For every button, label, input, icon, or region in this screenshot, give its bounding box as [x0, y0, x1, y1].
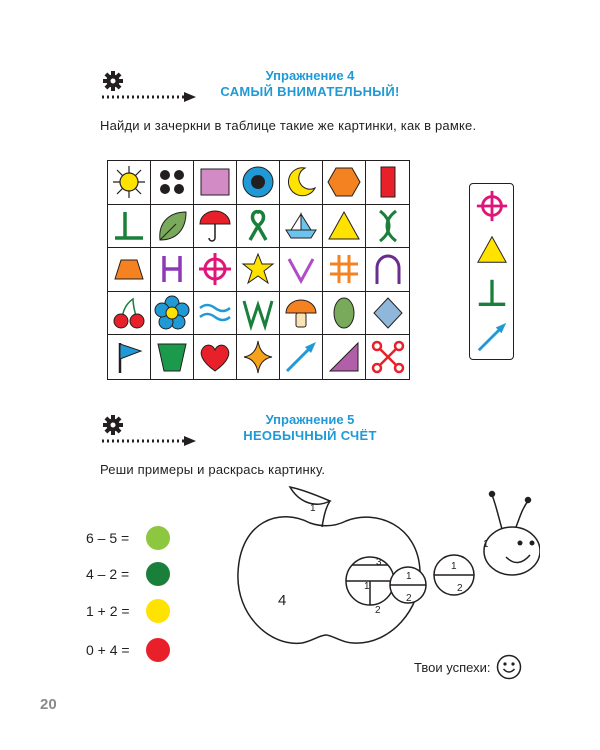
color-dot: [146, 638, 170, 662]
green-w-letter-icon[interactable]: [237, 292, 280, 336]
four-dots-icon[interactable]: [151, 161, 194, 205]
green-ribbon-icon[interactable]: [237, 205, 280, 249]
purple-arch-icon[interactable]: [366, 248, 409, 292]
segment-right-top-number: 1: [451, 561, 457, 572]
red-x-circles-icon[interactable]: [366, 335, 409, 379]
success-label: Твои успехи:: [414, 659, 491, 675]
umbrella-icon[interactable]: [194, 205, 237, 249]
blue-diamond-icon[interactable]: [366, 292, 409, 336]
exercise-5-label: Упражнение 5: [265, 412, 355, 427]
blue-arrow-icon[interactable]: [280, 335, 323, 379]
exercise-4-marker: [100, 70, 200, 104]
green-x-symbol-icon[interactable]: [366, 205, 409, 249]
green-t-symbol-icon: [475, 276, 509, 310]
segment-left-number: 1: [364, 581, 370, 592]
equation-row: [86, 599, 170, 623]
magenta-crosshair-icon[interactable]: [194, 248, 237, 292]
reference-frame: [469, 183, 514, 360]
segment-bottom-number: 2: [375, 605, 381, 616]
exercise-5-heading: [190, 412, 430, 444]
purple-v-letter-icon[interactable]: [280, 248, 323, 292]
yellow-star-icon[interactable]: [237, 248, 280, 292]
exercise-4-label: Упражнение 4: [265, 68, 355, 83]
leaf-number: 1: [310, 503, 316, 514]
color-dot: [146, 526, 170, 550]
page-number: 20: [40, 696, 57, 713]
head-number: 1: [483, 539, 489, 550]
pink-square-icon[interactable]: [194, 161, 237, 205]
equation-text: 0 + 4 =: [86, 642, 130, 658]
yellow-triangle-icon[interactable]: [323, 205, 366, 249]
paper-boat-icon[interactable]: [280, 205, 323, 249]
cherries-icon[interactable]: [108, 292, 151, 336]
purple-h-letter-icon[interactable]: [151, 248, 194, 292]
exercise-5-marker: [100, 414, 200, 448]
dotted-arrow-icon: [102, 436, 196, 446]
apple-number: 4: [278, 592, 287, 609]
equation-text: 6 – 5 =: [86, 530, 130, 546]
green-bucket-icon[interactable]: [151, 335, 194, 379]
target-circle-icon[interactable]: [237, 161, 280, 205]
crescent-moon-icon[interactable]: [280, 161, 323, 205]
orange-trapezoid-icon[interactable]: [108, 248, 151, 292]
color-dot: [146, 562, 170, 586]
equation-row: [86, 562, 170, 586]
red-rectangle-icon[interactable]: [366, 161, 409, 205]
success-tracker: [414, 654, 522, 680]
segment-top-number: 3: [376, 557, 382, 568]
color-dot: [146, 599, 170, 623]
equation-row: [86, 638, 170, 662]
coloring-picture[interactable]: [230, 485, 540, 655]
blue-waves-icon[interactable]: [194, 292, 237, 336]
head-region: [484, 527, 540, 575]
dotted-arrow-icon: [102, 92, 196, 102]
gear-icon: [103, 71, 123, 91]
equation-text: 1 + 2 =: [86, 603, 130, 619]
blue-flower-icon[interactable]: [151, 292, 194, 336]
blue-arrow-icon: [475, 320, 509, 354]
mushroom-icon[interactable]: [280, 292, 323, 336]
orange-hexagon-icon[interactable]: [323, 161, 366, 205]
red-heart-icon[interactable]: [194, 335, 237, 379]
leaf-icon[interactable]: [151, 205, 194, 249]
orange-hash-symbol-icon[interactable]: [323, 248, 366, 292]
green-oval-icon[interactable]: [323, 292, 366, 336]
equation-row: [86, 526, 170, 550]
purple-right-triangle-icon[interactable]: [323, 335, 366, 379]
smiley-icon[interactable]: [496, 654, 522, 680]
exercise-4-heading: [190, 68, 430, 100]
orange-sparkle-icon[interactable]: [237, 335, 280, 379]
segment-right-bottom-number: 2: [457, 583, 463, 594]
green-t-symbol-icon[interactable]: [108, 205, 151, 249]
blue-flag-icon[interactable]: [108, 335, 151, 379]
exercise-4-instruction: Найди и зачеркни в таблице такие же картинки, как в рамке.: [100, 118, 477, 133]
magenta-crosshair-icon: [475, 189, 509, 223]
segment-mid-top-number: 1: [406, 571, 412, 582]
exercise-5-title: НЕОБЫЧНЫЙ СЧЁТ: [243, 428, 377, 443]
picture-table: [107, 160, 410, 380]
exercise-4-title: САМЫЙ ВНИМАТЕЛЬНЫЙ!: [220, 84, 400, 99]
segment-mid-bottom-number: 2: [406, 593, 412, 604]
exercise-5-instruction: Реши примеры и раскрась картинку.: [100, 462, 326, 477]
equation-text: 4 – 2 =: [86, 566, 130, 582]
yellow-triangle-icon: [475, 233, 509, 267]
sun-icon[interactable]: [108, 161, 151, 205]
leaf-region: [290, 487, 330, 504]
gear-icon: [103, 415, 123, 435]
